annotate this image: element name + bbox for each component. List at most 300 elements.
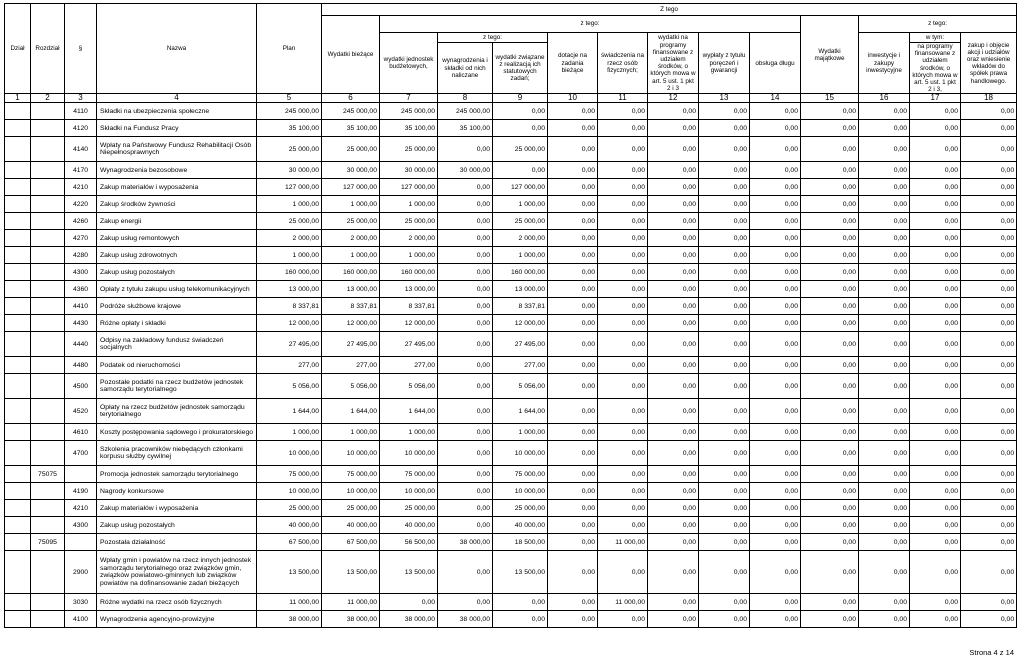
value-cell: 0,00 — [859, 594, 910, 611]
value-cell: 0,00 — [910, 281, 961, 298]
value-cell: 0,00 — [910, 196, 961, 213]
header-dzial: Dział — [5, 4, 31, 94]
value-cell: 0,00 — [961, 483, 1017, 500]
value-cell: 0,00 — [598, 399, 648, 424]
value-cell: 11 000,00 — [598, 534, 648, 551]
name-cell: Pozostałe podatki na rzecz budżetów jednostek samorządu terytorialnego — [97, 374, 257, 399]
value-cell: 0,00 — [598, 483, 648, 500]
value-cell: 0,00 — [801, 120, 859, 137]
name-cell: Zakup usług pozostałych — [97, 264, 257, 281]
value-cell: 277,00 — [493, 357, 548, 374]
value-cell: 1 000,00 — [322, 424, 380, 441]
value-cell: 8 337,81 — [493, 298, 548, 315]
value-cell: 75 000,00 — [493, 466, 548, 483]
value-cell: 0,00 — [910, 374, 961, 399]
paragraf-cell: 4440 — [65, 332, 97, 357]
value-cell: 0,00 — [699, 230, 750, 247]
rozdzial-cell — [31, 103, 65, 120]
page-number: Strona 4 z 14 — [969, 648, 1014, 657]
name-cell: Zakup materiałów i wyposażenia — [97, 179, 257, 196]
header-rozdzial: Rozdział — [31, 4, 65, 94]
value-cell: 35 100,00 — [322, 120, 380, 137]
value-cell: 127 000,00 — [257, 179, 322, 196]
header-nazwa: Nazwa — [97, 4, 257, 94]
value-cell: 27 495,00 — [380, 332, 438, 357]
paragraf-cell: 4610 — [65, 424, 97, 441]
value-cell: 0,00 — [961, 399, 1017, 424]
value-cell: 0,00 — [859, 264, 910, 281]
table-row — [5, 162, 1017, 179]
value-cell: 0,00 — [648, 230, 699, 247]
value-cell: 1 644,00 — [322, 399, 380, 424]
value-cell: 0,00 — [548, 441, 598, 466]
header-z-tego: Z tego — [322, 4, 1017, 16]
table-row — [5, 264, 1017, 281]
paragraf-cell: 4260 — [65, 213, 97, 230]
value-cell: 0,00 — [648, 441, 699, 466]
column-number: 18 — [961, 94, 1017, 103]
value-cell: 0,00 — [699, 357, 750, 374]
value-cell: 0,00 — [699, 213, 750, 230]
value-cell: 0,00 — [910, 517, 961, 534]
header-programy-inwestycyjne: na programy finansowane z udziałem środków, o których mowa w art. 5 ust. 1 pkt 2 i 3, — [910, 43, 961, 94]
name-cell: Odpisy na zakładowy fundusz świadczeń socjalnych — [97, 332, 257, 357]
name-cell: Wynagrodzenia bezosobowe — [97, 162, 257, 179]
value-cell: 0,00 — [961, 424, 1017, 441]
value-cell: 0,00 — [699, 196, 750, 213]
value-cell: 67 500,00 — [257, 534, 322, 551]
value-cell: 0,00 — [598, 374, 648, 399]
dzial-cell — [5, 611, 31, 628]
value-cell: 0,00 — [699, 466, 750, 483]
dzial-cell — [5, 230, 31, 247]
rozdzial-cell — [31, 230, 65, 247]
dzial-cell — [5, 332, 31, 357]
value-cell: 0,00 — [699, 399, 750, 424]
value-cell: 245 000,00 — [322, 103, 380, 120]
value-cell: 0,00 — [750, 357, 801, 374]
value-cell: 0,00 — [910, 551, 961, 594]
value-cell: 0,00 — [910, 594, 961, 611]
column-number: 14 — [750, 94, 801, 103]
rozdzial-cell — [31, 315, 65, 332]
value-cell: 0,00 — [699, 281, 750, 298]
value-cell: 0,00 — [750, 315, 801, 332]
column-number-row — [5, 94, 1017, 103]
value-cell: 0,00 — [910, 230, 961, 247]
value-cell: 25 000,00 — [322, 137, 380, 162]
value-cell: 0,00 — [548, 534, 598, 551]
value-cell: 0,00 — [961, 103, 1017, 120]
value-cell: 160 000,00 — [322, 264, 380, 281]
value-cell: 0,00 — [801, 247, 859, 264]
value-cell: 127 000,00 — [380, 179, 438, 196]
table-row — [5, 551, 1017, 594]
paragraf-cell: 2900 — [65, 551, 97, 594]
value-cell: 0,00 — [598, 357, 648, 374]
value-cell: 0,00 — [548, 281, 598, 298]
value-cell: 0,00 — [859, 374, 910, 399]
table-row — [5, 137, 1017, 162]
value-cell: 0,00 — [910, 500, 961, 517]
value-cell: 0,00 — [859, 298, 910, 315]
value-cell: 0,00 — [750, 196, 801, 213]
value-cell: 160 000,00 — [257, 264, 322, 281]
value-cell: 0,00 — [750, 213, 801, 230]
value-cell: 0,00 — [801, 179, 859, 196]
value-cell: 0,00 — [859, 534, 910, 551]
value-cell: 1 000,00 — [380, 247, 438, 264]
value-cell: 11 000,00 — [257, 594, 322, 611]
value-cell: 13 000,00 — [257, 281, 322, 298]
value-cell: 0,00 — [961, 137, 1017, 162]
value-cell: 67 500,00 — [322, 534, 380, 551]
value-cell: 0,00 — [648, 424, 699, 441]
value-cell: 0,00 — [910, 424, 961, 441]
value-cell: 0,00 — [438, 551, 493, 594]
value-cell: 0,00 — [438, 332, 493, 357]
value-cell: 25 000,00 — [380, 500, 438, 517]
value-cell: 18 500,00 — [493, 534, 548, 551]
name-cell: Wpłaty na Państwowy Fundusz Rehabilitacji Osób Niepełnosprawnych — [97, 137, 257, 162]
rozdzial-cell — [31, 483, 65, 500]
value-cell: 0,00 — [548, 120, 598, 137]
value-cell: 0,00 — [598, 213, 648, 230]
value-cell: 0,00 — [750, 120, 801, 137]
name-cell: Koszty postępowania sądowego i prokuratorskiego — [97, 424, 257, 441]
name-cell: Wpłaty gmin i powiatów na rzecz innych jednostek samorządu terytorialnego oraz związków gmin, związków powiatowo-gminnych lub związków powiatów na dofinansowanie zadań bieżących — [97, 551, 257, 594]
column-number: 1 — [5, 94, 31, 103]
table-row — [5, 424, 1017, 441]
value-cell: 0,00 — [859, 213, 910, 230]
value-cell: 0,00 — [961, 551, 1017, 594]
value-cell: 0,00 — [648, 551, 699, 594]
value-cell: 0,00 — [438, 315, 493, 332]
value-cell: 0,00 — [598, 500, 648, 517]
value-cell: 10 000,00 — [257, 441, 322, 466]
value-cell: 0,00 — [699, 247, 750, 264]
value-cell: 0,00 — [699, 517, 750, 534]
value-cell: 1 000,00 — [380, 424, 438, 441]
column-number: 12 — [648, 94, 699, 103]
value-cell: 1 000,00 — [257, 247, 322, 264]
value-cell: 0,00 — [699, 483, 750, 500]
value-cell: 25 000,00 — [257, 137, 322, 162]
value-cell: 277,00 — [322, 357, 380, 374]
value-cell: 10 000,00 — [493, 441, 548, 466]
name-cell: Różne opłaty i składki — [97, 315, 257, 332]
value-cell: 0,00 — [801, 399, 859, 424]
value-cell: 127 000,00 — [322, 179, 380, 196]
value-cell: 2 000,00 — [493, 230, 548, 247]
value-cell: 0,00 — [598, 103, 648, 120]
name-cell: Szkolenia pracowników niebędących członkami korpusu służby cywilnej — [97, 441, 257, 466]
paragraf-cell — [65, 534, 97, 551]
value-cell: 0,00 — [859, 332, 910, 357]
value-cell: 0,00 — [699, 137, 750, 162]
value-cell: 0,00 — [859, 424, 910, 441]
value-cell: 12 000,00 — [322, 315, 380, 332]
value-cell: 40 000,00 — [257, 517, 322, 534]
value-cell: 1 000,00 — [322, 196, 380, 213]
value-cell: 0,00 — [910, 137, 961, 162]
rozdzial-cell — [31, 424, 65, 441]
value-cell: 0,00 — [380, 594, 438, 611]
value-cell: 0,00 — [648, 120, 699, 137]
value-cell: 0,00 — [438, 441, 493, 466]
value-cell: 0,00 — [859, 441, 910, 466]
rozdzial-cell — [31, 179, 65, 196]
rozdzial-cell — [31, 357, 65, 374]
value-cell: 0,00 — [801, 281, 859, 298]
value-cell: 0,00 — [961, 162, 1017, 179]
rozdzial-cell — [31, 298, 65, 315]
value-cell: 0,00 — [548, 483, 598, 500]
paragraf-cell — [65, 466, 97, 483]
value-cell: 0,00 — [910, 247, 961, 264]
value-cell: 0,00 — [859, 103, 910, 120]
value-cell: 0,00 — [548, 162, 598, 179]
paragraf-cell: 4170 — [65, 162, 97, 179]
paragraf-cell: 4270 — [65, 230, 97, 247]
value-cell: 75 000,00 — [380, 466, 438, 483]
value-cell: 0,00 — [598, 441, 648, 466]
paragraf-cell: 4500 — [65, 374, 97, 399]
value-cell: 0,00 — [801, 196, 859, 213]
value-cell: 0,00 — [648, 374, 699, 399]
value-cell: 0,00 — [699, 551, 750, 594]
value-cell: 127 000,00 — [493, 179, 548, 196]
column-number: 16 — [859, 94, 910, 103]
value-cell: 0,00 — [548, 551, 598, 594]
value-cell: 245 000,00 — [438, 103, 493, 120]
value-cell: 0,00 — [648, 594, 699, 611]
dzial-cell — [5, 281, 31, 298]
value-cell: 0,00 — [750, 399, 801, 424]
value-cell: 0,00 — [801, 230, 859, 247]
value-cell: 0,00 — [910, 332, 961, 357]
value-cell: 0,00 — [910, 466, 961, 483]
value-cell: 0,00 — [699, 594, 750, 611]
value-cell: 0,00 — [910, 179, 961, 196]
value-cell: 0,00 — [648, 399, 699, 424]
value-cell: 0,00 — [548, 399, 598, 424]
value-cell: 0,00 — [801, 315, 859, 332]
value-cell: 0,00 — [750, 264, 801, 281]
name-cell: Opłaty na rzecz budżetów jednostek samorządu terytorialnego — [97, 399, 257, 424]
value-cell: 0,00 — [548, 500, 598, 517]
paragraf-cell: 4360 — [65, 281, 97, 298]
dzial-cell — [5, 315, 31, 332]
paragraf-cell: 4700 — [65, 441, 97, 466]
table-row — [5, 374, 1017, 399]
column-number: 5 — [257, 94, 322, 103]
value-cell: 0,00 — [801, 517, 859, 534]
value-cell: 0,00 — [438, 399, 493, 424]
header-zakup-akcji: zakup i objęcie akcji i udziałów oraz wniesienie wkładów do spółek prawa handlowego. — [961, 33, 1017, 94]
value-cell: 0,00 — [548, 137, 598, 162]
value-cell: 0,00 — [438, 298, 493, 315]
name-cell: Zakup energii — [97, 213, 257, 230]
value-cell: 0,00 — [699, 611, 750, 628]
dzial-cell — [5, 120, 31, 137]
header-z-tego-jednostek: z tego: — [438, 33, 548, 43]
name-cell: Promocja jednostek samorządu terytorialnego — [97, 466, 257, 483]
value-cell: 0,00 — [801, 551, 859, 594]
header-inwestycje: inwestycje i zakupy inwestycyjne — [859, 33, 910, 94]
name-cell: Zakup środków żywności — [97, 196, 257, 213]
dzial-cell — [5, 179, 31, 196]
value-cell: 0,00 — [438, 517, 493, 534]
value-cell: 0,00 — [438, 281, 493, 298]
value-cell: 0,00 — [699, 534, 750, 551]
value-cell: 0,00 — [801, 264, 859, 281]
value-cell: 0,00 — [598, 120, 648, 137]
value-cell: 0,00 — [699, 500, 750, 517]
table-row — [5, 120, 1017, 137]
value-cell: 0,00 — [961, 534, 1017, 551]
rozdzial-cell — [31, 281, 65, 298]
column-number: 2 — [31, 94, 65, 103]
table-row — [5, 196, 1017, 213]
value-cell: 0,00 — [548, 264, 598, 281]
table-row — [5, 213, 1017, 230]
dzial-cell — [5, 517, 31, 534]
value-cell: 0,00 — [438, 466, 493, 483]
value-cell: 0,00 — [910, 441, 961, 466]
value-cell: 0,00 — [598, 466, 648, 483]
paragraf-cell: 4410 — [65, 298, 97, 315]
table-row — [5, 230, 1017, 247]
rozdzial-cell — [31, 551, 65, 594]
value-cell: 0,00 — [801, 332, 859, 357]
value-cell: 35 100,00 — [380, 120, 438, 137]
value-cell: 38 000,00 — [322, 611, 380, 628]
name-cell: Zakup usług pozostałych — [97, 517, 257, 534]
value-cell: 0,00 — [648, 315, 699, 332]
value-cell: 25 000,00 — [380, 137, 438, 162]
value-cell: 0,00 — [598, 332, 648, 357]
table-row — [5, 534, 1017, 551]
value-cell: 0,00 — [493, 611, 548, 628]
value-cell: 0,00 — [699, 103, 750, 120]
value-cell: 0,00 — [548, 332, 598, 357]
value-cell: 25 000,00 — [493, 137, 548, 162]
value-cell: 0,00 — [961, 332, 1017, 357]
value-cell: 0,00 — [750, 298, 801, 315]
value-cell: 1 000,00 — [257, 424, 322, 441]
value-cell: 0,00 — [648, 137, 699, 162]
value-cell: 0,00 — [859, 551, 910, 594]
value-cell: 0,00 — [750, 162, 801, 179]
value-cell: 38 000,00 — [438, 534, 493, 551]
paragraf-cell: 4210 — [65, 179, 97, 196]
value-cell: 0,00 — [859, 179, 910, 196]
value-cell: 75 000,00 — [322, 466, 380, 483]
value-cell: 0,00 — [961, 594, 1017, 611]
value-cell: 0,00 — [801, 500, 859, 517]
value-cell: 10 000,00 — [380, 483, 438, 500]
value-cell: 0,00 — [699, 298, 750, 315]
value-cell: 0,00 — [750, 247, 801, 264]
value-cell: 0,00 — [648, 357, 699, 374]
value-cell: 11 000,00 — [322, 594, 380, 611]
name-cell: Wynagrodzenia agencyjno-prowizyjne — [97, 611, 257, 628]
value-cell: 0,00 — [699, 315, 750, 332]
value-cell: 0,00 — [910, 264, 961, 281]
value-cell: 0,00 — [598, 424, 648, 441]
budget-table — [4, 3, 1017, 628]
value-cell: 0,00 — [548, 424, 598, 441]
rozdzial-cell — [31, 594, 65, 611]
value-cell: 2 000,00 — [322, 230, 380, 247]
value-cell: 0,00 — [910, 103, 961, 120]
value-cell: 0,00 — [598, 551, 648, 594]
value-cell: 0,00 — [438, 424, 493, 441]
value-cell: 0,00 — [910, 534, 961, 551]
table-row — [5, 517, 1017, 534]
value-cell: 0,00 — [548, 179, 598, 196]
rozdzial-cell: 75095 — [31, 534, 65, 551]
rozdzial-cell — [31, 517, 65, 534]
value-cell: 0,00 — [801, 483, 859, 500]
value-cell: 0,00 — [801, 213, 859, 230]
value-cell: 0,00 — [699, 162, 750, 179]
value-cell: 27 495,00 — [257, 332, 322, 357]
table-row — [5, 357, 1017, 374]
name-cell: Składki na ubezpieczenia społeczne — [97, 103, 257, 120]
value-cell: 0,00 — [859, 247, 910, 264]
value-cell: 0,00 — [648, 611, 699, 628]
table-row — [5, 483, 1017, 500]
paragraf-cell: 4520 — [65, 399, 97, 424]
value-cell: 0,00 — [598, 298, 648, 315]
value-cell: 0,00 — [750, 594, 801, 611]
value-cell: 0,00 — [750, 534, 801, 551]
value-cell: 0,00 — [910, 298, 961, 315]
value-cell: 0,00 — [910, 213, 961, 230]
value-cell: 0,00 — [648, 213, 699, 230]
column-number: 6 — [322, 94, 380, 103]
rozdzial-cell — [31, 162, 65, 179]
value-cell: 0,00 — [548, 298, 598, 315]
value-cell: 0,00 — [493, 103, 548, 120]
value-cell: 30 000,00 — [380, 162, 438, 179]
value-cell: 160 000,00 — [493, 264, 548, 281]
value-cell: 0,00 — [699, 374, 750, 399]
rozdzial-cell — [31, 264, 65, 281]
value-cell: 11 000,00 — [598, 594, 648, 611]
column-number: 8 — [438, 94, 493, 103]
value-cell: 0,00 — [648, 298, 699, 315]
value-cell: 0,00 — [961, 298, 1017, 315]
value-cell: 0,00 — [699, 424, 750, 441]
value-cell: 0,00 — [961, 611, 1017, 628]
value-cell: 0,00 — [859, 137, 910, 162]
rozdzial-cell — [31, 332, 65, 357]
value-cell: 0,00 — [438, 247, 493, 264]
value-cell: 0,00 — [648, 332, 699, 357]
header-plan: Plan — [257, 4, 322, 94]
value-cell: 0,00 — [750, 281, 801, 298]
table-header — [5, 4, 1017, 103]
value-cell: 40 000,00 — [380, 517, 438, 534]
value-cell: 0,00 — [548, 247, 598, 264]
value-cell: 0,00 — [961, 466, 1017, 483]
table-row — [5, 103, 1017, 120]
value-cell: 8 337,81 — [322, 298, 380, 315]
value-cell: 75 000,00 — [257, 466, 322, 483]
